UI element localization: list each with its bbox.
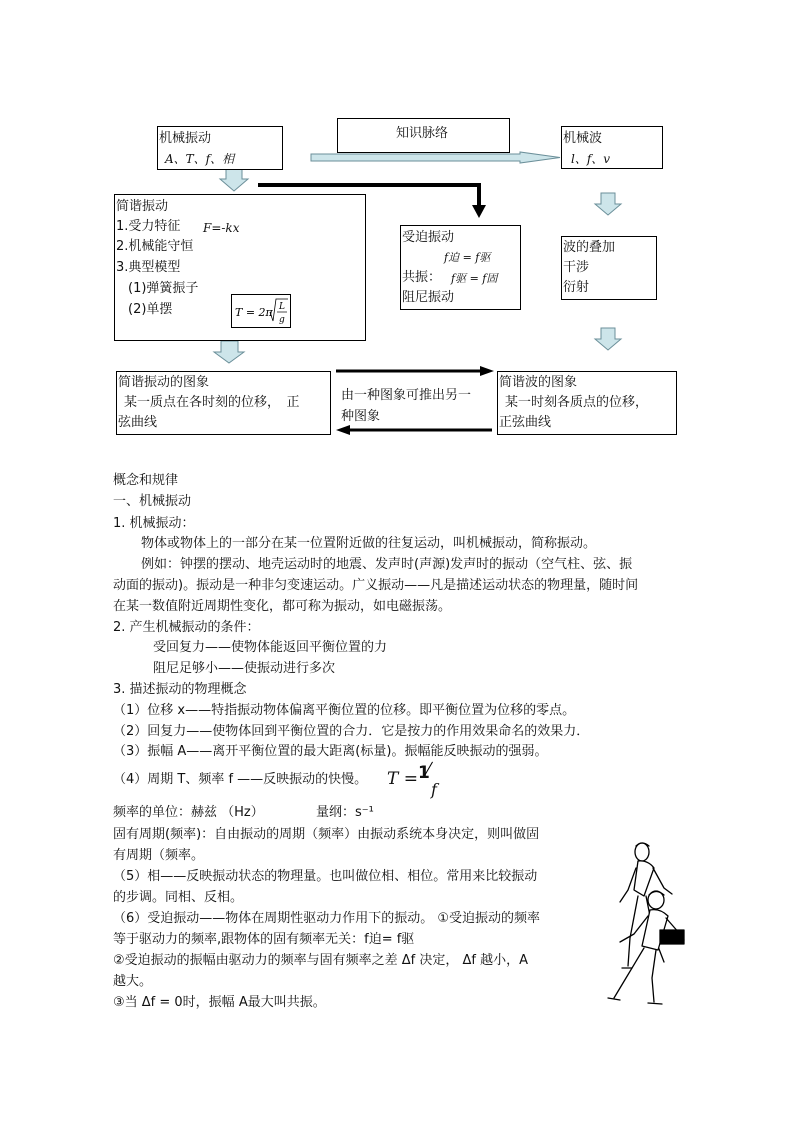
shm-sub1: (1)弹簧振子 — [128, 281, 199, 296]
infer-line1: 由一种图象可推出另一 — [341, 388, 472, 403]
example-line3: 在某一数值附近周期性变化，都可称为振动，如电磁振荡。 — [113, 599, 452, 614]
wave-graph-line3: 正弦曲线 — [499, 415, 552, 430]
shm-graph-box — [116, 371, 331, 435]
shm-graph-line3: 弦曲线 — [118, 415, 158, 430]
wave-graph-title: 简谐波的图象 — [499, 375, 578, 390]
resonance-line: ③当 Δf = 0时，振幅 A最大叫共振。 — [113, 995, 326, 1010]
forced-line1: （6）受迫振动——物体在周期性驱动力作用下的振动。 ①受迫振动的频率 — [113, 911, 541, 926]
definition-text: 物体或物体上的一部分在某一位置附近做的往复运动，叫机械振动，简称振动。 — [141, 536, 597, 551]
mech-wave-title: 机械波 — [563, 131, 603, 146]
svg-text:T = 2π: T = 2π — [235, 306, 273, 319]
down-arrow-left-top — [220, 169, 248, 191]
period-formula-box — [231, 294, 291, 328]
period-formula-num: 1 — [418, 763, 430, 783]
shm-graph-line2: 某一质点在各时刻的位移， 正 — [124, 395, 300, 410]
shm-item2: 2.机械能守恒 — [116, 239, 194, 254]
forced-line2: 等于驱动力的频率,跟物体的固有频率无关：f迫= f驱 — [113, 932, 415, 947]
period-formula — [232, 295, 290, 327]
forced-line4: 越大。 — [113, 974, 153, 989]
concept-restoring-force: （2）回复力——使物体回到平衡位置的合力．它是按力的作用效果命名的效果力． — [113, 724, 590, 739]
concept-amplitude: （3）振幅 A——离开平衡位置的最大距离(标量)。振幅能反映振动的强弱。 — [113, 744, 548, 759]
section-heading: 概念和规律 — [113, 473, 179, 488]
item-3-heading: 3. 描述振动的物理概念 — [113, 682, 247, 697]
knowledge-box — [337, 118, 510, 153]
mech-vib-box — [157, 126, 283, 170]
forced-title: 受迫振动 — [402, 230, 455, 245]
frequency-unit: 频率的单位：赫兹 （Hz） — [113, 805, 264, 820]
condition-2: 阻尼足够小——使振动进行多次 — [153, 661, 336, 676]
example-line1: 例如：钟摆的摆动、地壳运动时的地震、发声时(声源)发声时的振动（空气柱、弦、振 — [141, 557, 633, 572]
damped-label: 阻尼振动 — [402, 290, 455, 305]
svg-text:L: L — [279, 302, 285, 312]
shm-sub2: (2)单摆 — [128, 302, 173, 317]
infer-line2: 种图象 — [341, 409, 381, 424]
mech-vib-params: A、T、f、相 — [165, 152, 235, 166]
chapter-heading: 一、机械振动 — [113, 494, 192, 509]
shm-item3: 3.典型模型 — [116, 260, 181, 275]
phase-line1: （5）相——反映振动状态的物理量。也叫做位相、相位。常用来比较振动 — [113, 869, 538, 884]
mech-wave-params: l、f、v — [571, 152, 611, 166]
superpose-interference: 干涉 — [563, 260, 590, 275]
period-formula-den: f — [431, 780, 437, 799]
condition-1: 受回复力——使物体能返回平衡位置的力 — [153, 640, 388, 655]
item-2-heading: 2. 产生机械振动的条件： — [113, 620, 260, 635]
concept-period: （4）周期 T、频率 f ——反映振动的快慢。 — [113, 772, 368, 787]
resonance-label: 共振： — [402, 270, 442, 285]
knowledge-title: 知识脉络 — [396, 126, 449, 141]
item-1-heading: 1. 机械振动： — [113, 516, 195, 531]
svg-text:g: g — [279, 315, 285, 325]
mech-vib-title: 机械振动 — [159, 131, 212, 146]
mech-wave-box — [561, 126, 663, 169]
concept-displacement: （1）位移 x——特指振动物体偏离平衡位置的位移。即平衡位置为位移的零点。 — [113, 703, 576, 718]
wave-graph-line2: 某一时刻各质点的位移， — [505, 395, 649, 410]
natural-period-line2: 有周期（频率。 — [113, 848, 205, 863]
shm-graph-title: 简谐振动的图象 — [118, 375, 210, 390]
shm-box — [114, 194, 366, 341]
wide-right-arrow — [311, 152, 560, 163]
down-arrow-right-mid — [595, 328, 621, 350]
forced-line3: ②受迫振动的振幅由驱动力的频率与固有频率之差 Δf 决定， Δf 越小，A — [113, 953, 529, 968]
down-arrow-right-top — [595, 193, 621, 215]
phase-line2: 的步调。同相、反相。 — [113, 890, 244, 905]
superpose-diffraction: 衍射 — [563, 280, 590, 295]
forced-box — [400, 225, 521, 310]
forced-eq2: f驱 = f固 — [451, 272, 498, 285]
frequency-dimension: 量纲：s⁻¹ — [316, 805, 374, 820]
shm-force: F=-kx — [203, 221, 240, 235]
period-formula-T: T = — [387, 769, 418, 789]
walking-people-illustration — [598, 838, 708, 1008]
forced-eq1: f迫 = f驱 — [444, 251, 491, 264]
shm-item1: 1.受力特征 — [116, 219, 181, 234]
superpose-title: 波的叠加 — [563, 240, 616, 255]
wave-graph-box — [497, 371, 677, 435]
superpose-box — [561, 236, 657, 300]
shm-title: 简谐振动 — [116, 199, 169, 214]
natural-period-line1: 固有周期(频率)：自由振动的周期（频率）由振动系统本身决定，则叫做固 — [113, 827, 540, 842]
example-line2: 动面的振动)。振动是一种非匀变速运动。广义振动——凡是描述运动状态的物理量，随时间 — [113, 578, 639, 593]
down-arrow-left-mid — [214, 341, 244, 363]
